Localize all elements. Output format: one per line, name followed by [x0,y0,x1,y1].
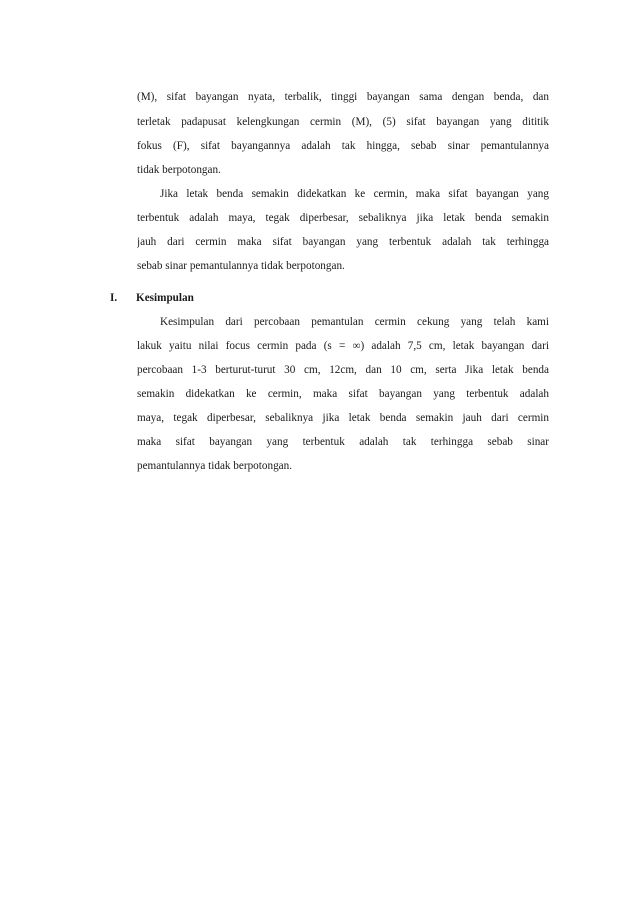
text-line: Jika letak benda semakin didekatkan ke cermin, maka sifat bayangan yang [160,188,549,200]
text-line: lakuk yaitu nilai focus cermin pada (s = ∞) adalah 7,5 cm, letak bayangan dari [137,340,549,352]
text-line: jauh dari cermin maka sifat bayangan yang terbentuk adalah tak terhingga [137,236,549,248]
section-heading [110,291,194,305]
text-line: tidak berpotongan. [137,164,221,176]
text-line: terbentuk adalah maya, tegak diperbesar, sebaliknya jika letak benda semakin [137,212,549,224]
text-line: pemantulannya tidak berpotongan. [137,460,293,472]
text-line: fokus (F), sifat bayangannya adalah tak hingga, sebab sinar pemantulannya [137,140,549,152]
text-line: Kesimpulan dari percobaan pemantulan cermin cekung yang telah kami [160,316,549,328]
text-line: (M), sifat bayangan nyata, terbalik, tinggi bayangan sama dengan benda, dan [137,91,549,103]
text-line: sebab sinar pemantulannya tidak berpotongan. [137,260,345,272]
text-line: maya, tegak diperbesar, sebaliknya jika letak benda semakin jauh dari cermin [137,412,549,424]
text-line: terletak padapusat kelengkungan cermin (M), (5) sifat bayangan yang dititik [137,116,549,128]
text-line: semakin didekatkan ke cermin, maka sifat bayangan yang terbentuk adalah [137,388,549,400]
text-line: percobaan 1-3 berturut-turut 30 cm, 12cm, dan 10 cm, serta Jika letak benda [137,364,549,376]
text-line: maka sifat bayangan yang terbentuk adalah tak terhingga sebab sinar [137,436,549,448]
section-title: Kesimpulan [136,292,194,304]
section-number: I. [110,292,118,304]
